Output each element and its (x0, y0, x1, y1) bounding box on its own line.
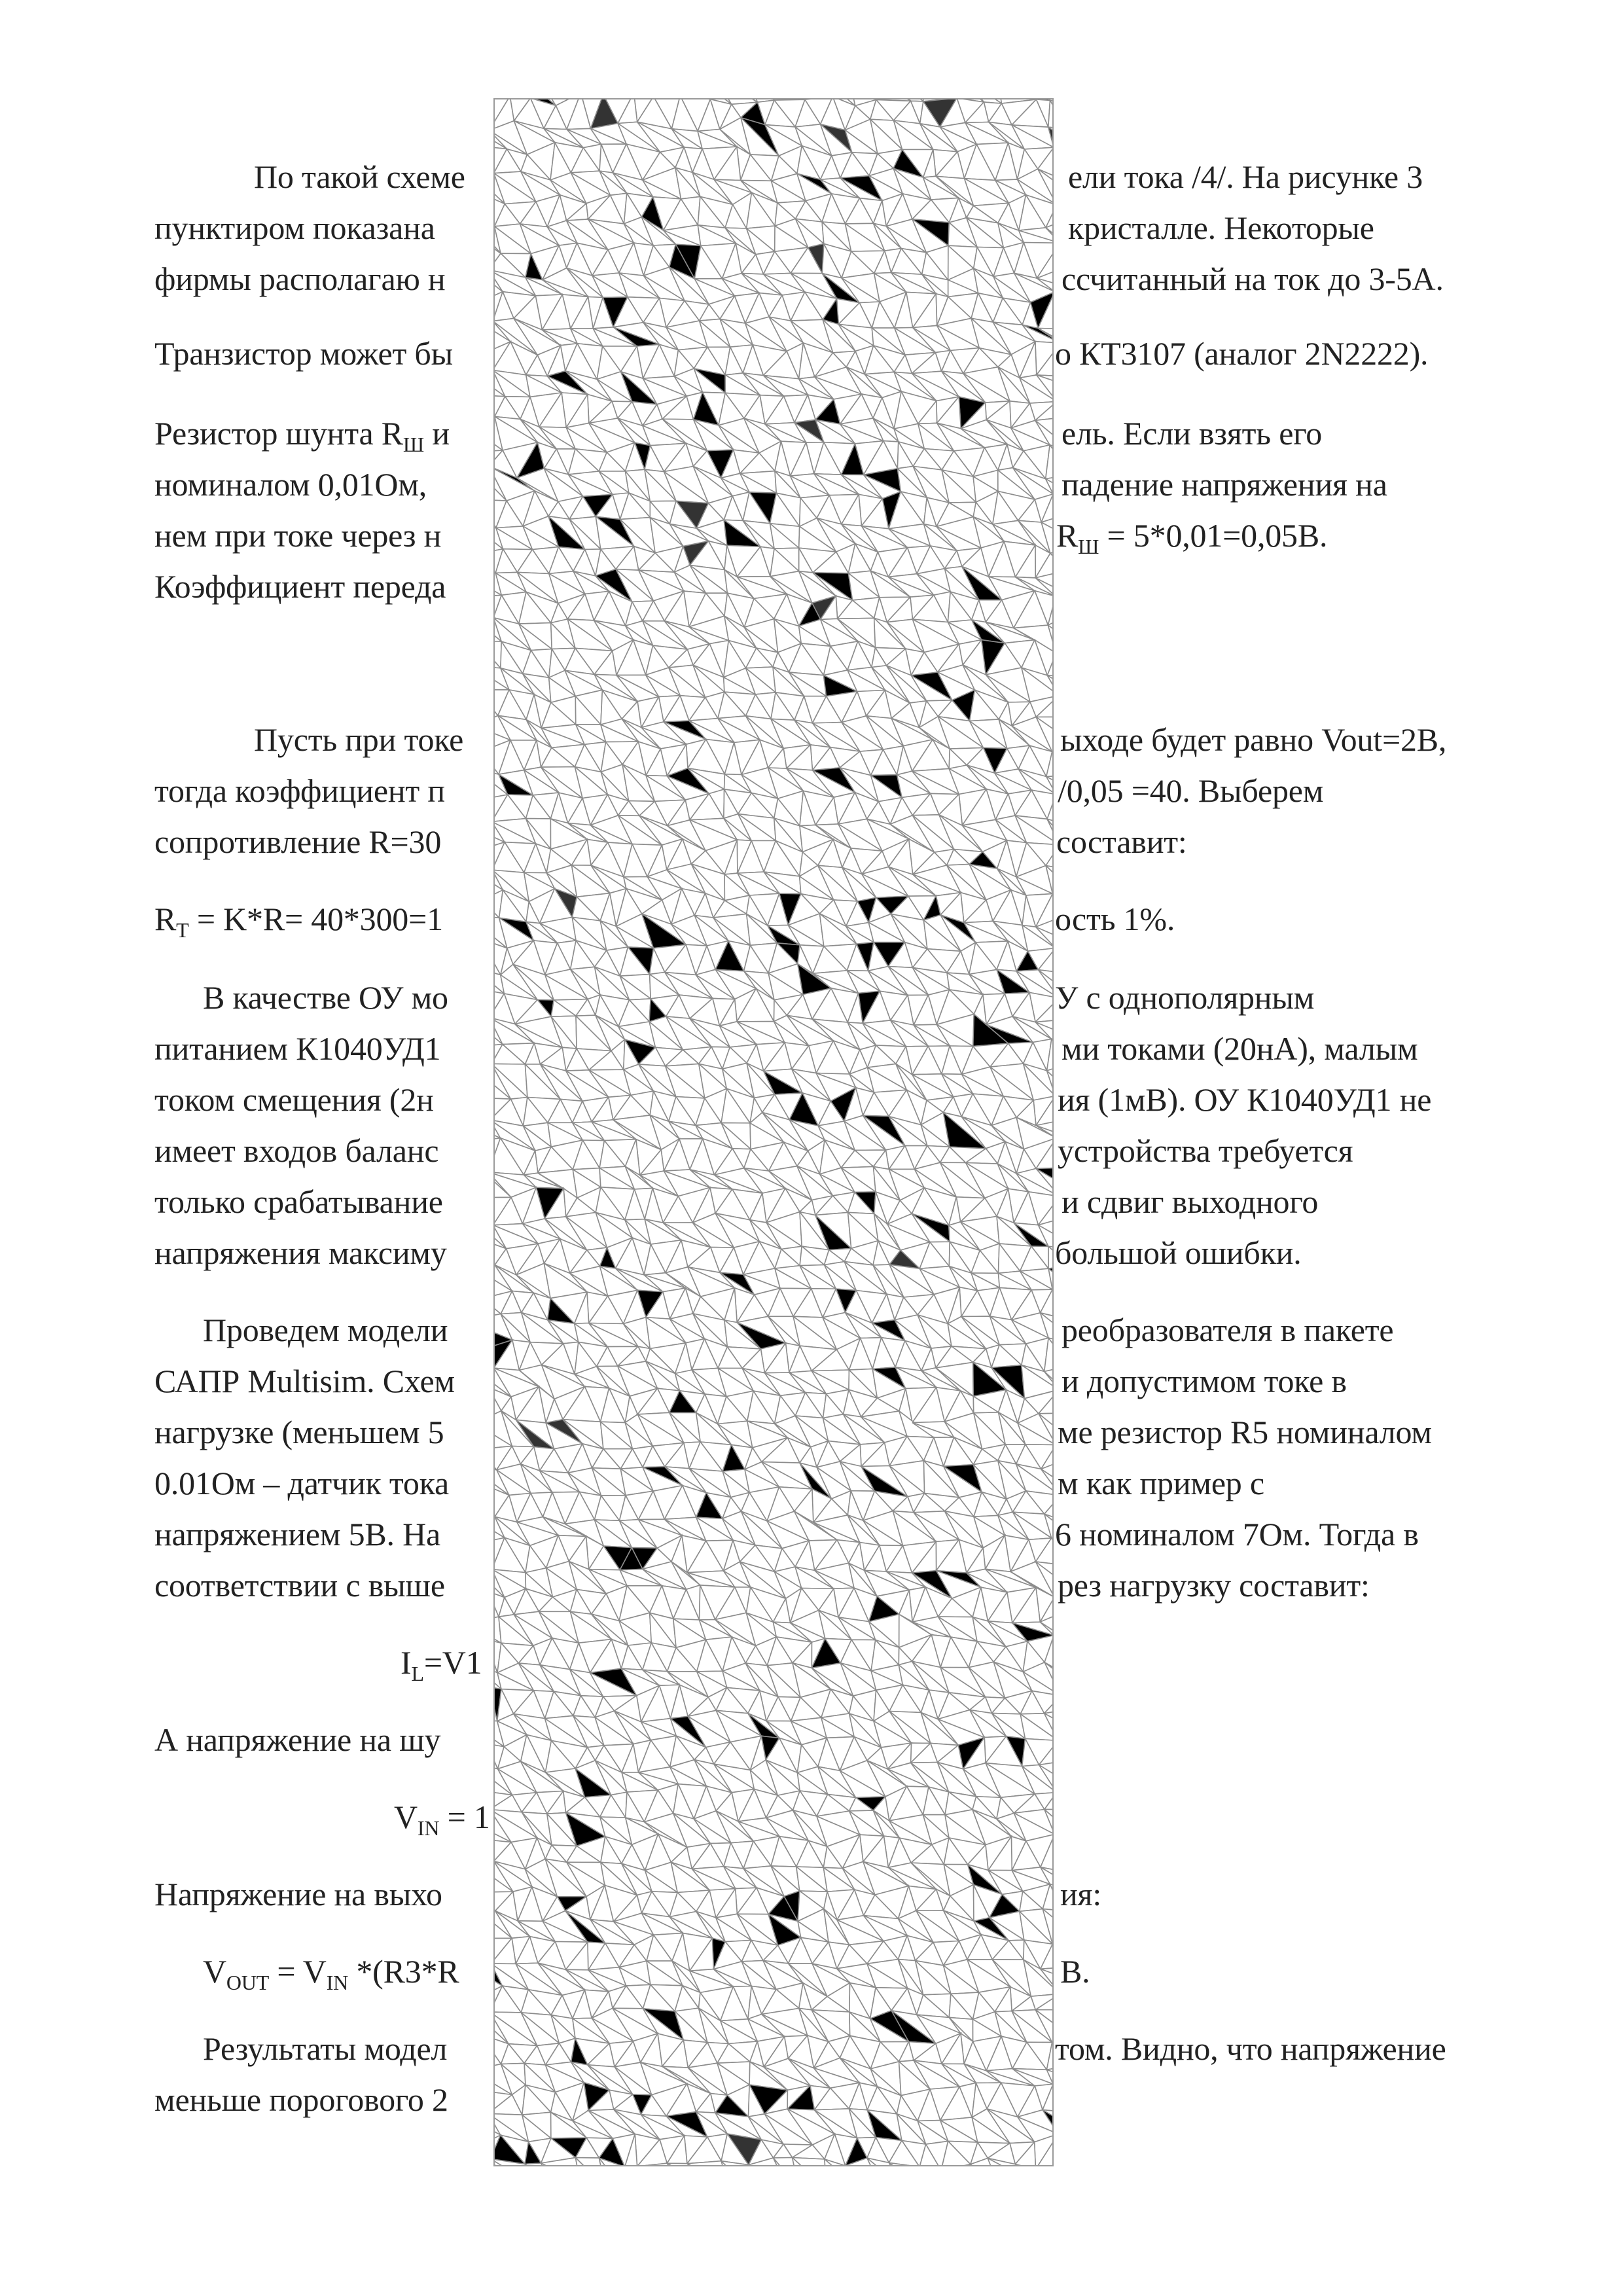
text-line: и допустимом токе в (1061, 1363, 1347, 1399)
text-line (154, 414, 450, 464)
text-line: напряжения максиму (154, 1234, 447, 1271)
text-line: большой ошибки. (1055, 1234, 1302, 1271)
subscript: L (411, 1662, 424, 1685)
text-line: ми токами (20нА), малым (1061, 1030, 1418, 1067)
text-line: ость 1%. (1055, 901, 1175, 937)
text-line: м как пример с (1058, 1465, 1264, 1501)
text-line: У с однополярным (1055, 979, 1315, 1016)
text-line: меньше порогового 2 (154, 2081, 448, 2118)
text-fragment: V (203, 1953, 226, 1990)
text-fragment: *(R3*R (348, 1953, 459, 1990)
text-line: реобразователя в пакете (1061, 1312, 1394, 1348)
text-fragment: и (432, 415, 450, 452)
text-line: Пусть при токе (254, 721, 464, 758)
text-line: рез нагрузку составит: (1058, 1567, 1370, 1604)
text-fragment: I (401, 1644, 412, 1681)
text-line: В. (1060, 1953, 1090, 1990)
text-line: ия (1мВ). ОУ К1040УД1 не (1058, 1081, 1432, 1118)
text-line: ель. Если взять его (1061, 415, 1323, 452)
text-line: имеет входов баланс (154, 1132, 439, 1169)
text-line (394, 1797, 490, 1848)
text-line (1056, 516, 1327, 566)
text-line: том. Видно, что напряжение (1055, 2030, 1446, 2067)
text-line: ме резистор R5 номиналом (1058, 1414, 1432, 1450)
text-line: ели тока /4/. На рисунке 3 (1068, 158, 1423, 195)
text-line: о КТ3107 (аналог 2N2222). (1055, 335, 1429, 372)
text-line: 0.01Ом – датчик тока (154, 1465, 450, 1501)
text-line: ссчитанный на ток до 3-5А. (1061, 260, 1444, 297)
text-line: сопротивление R=30 (154, 823, 442, 860)
text-line: А напряжение на шу (154, 1721, 441, 1758)
text-line: По такой схеме (254, 158, 465, 195)
text-line: Результаты модел (203, 2030, 448, 2067)
text-line: составит: (1056, 823, 1187, 860)
text-line (401, 1643, 482, 1693)
text-line: нем при токе через н (154, 517, 442, 554)
text-line: ыходе будет равно Vout=2В, (1060, 721, 1447, 758)
text-line: только срабатывание (154, 1183, 443, 1220)
text-line: тогда коэффициент п (154, 772, 445, 809)
text-fragment: =V1 (423, 1644, 482, 1681)
text-fragment: = 5*0,01=0,05В. (1099, 517, 1328, 554)
text-line (154, 899, 443, 950)
subscript: Ш (402, 433, 424, 456)
text-line: номиналом 0,01Ом, (154, 466, 427, 503)
text-fragment: = K*R= 40*300=1 (188, 901, 443, 937)
mosaic-pattern (495, 99, 1052, 2165)
text-line: напряжением 5В. На (154, 1516, 441, 1552)
text-line: нагрузке (меньшем 5 (154, 1414, 444, 1450)
text-fragment: Резистор шунта R (154, 415, 403, 452)
text-fragment: R (154, 901, 177, 937)
text-line: устройства требуется (1058, 1132, 1353, 1169)
text-line: пунктиром показана (154, 209, 435, 246)
subscript: T (176, 918, 189, 942)
text-line: В качестве ОУ мо (203, 979, 448, 1016)
text-fragment: R (1056, 517, 1079, 554)
text-line: падение напряжения на (1061, 466, 1387, 503)
subscript: IN (417, 1816, 440, 1840)
mosaic-cell (1048, 1246, 1052, 1268)
text-line: соответствии с выше (154, 1567, 445, 1604)
text-line: и сдвиг выходного (1061, 1183, 1319, 1220)
text-line: кристалле. Некоторые (1068, 209, 1374, 246)
text-line: САПР Multisim. Схем (154, 1363, 455, 1399)
text-line: Напряжение на выхо (154, 1876, 442, 1912)
subscript: OUT (226, 1971, 270, 1994)
text-line: 6 номиналом 7Ом. Тогда в (1055, 1516, 1419, 1552)
text-line: Проведем модели (203, 1312, 448, 1348)
text-line (203, 1952, 459, 2002)
text-fragment: = 1 (439, 1799, 490, 1835)
subscript: IN (326, 1971, 349, 1994)
text-line: фирмы располагаю н (154, 260, 446, 297)
subscript: Ш (1078, 535, 1099, 558)
text-fragment: = V (269, 1953, 327, 1990)
mosaic-redaction-overlay (493, 98, 1054, 2166)
text-line: питанием К1040УД1 (154, 1030, 441, 1067)
text-fragment (424, 415, 432, 452)
text-line: Транзистор может бы (154, 335, 454, 372)
text-line: /0,05 =40. Выберем (1058, 772, 1324, 809)
text-line: током смещения (2н (154, 1081, 434, 1118)
text-fragment: V (394, 1799, 418, 1835)
text-line: ия: (1060, 1876, 1102, 1912)
text-line: Коэффициент переда (154, 568, 446, 605)
